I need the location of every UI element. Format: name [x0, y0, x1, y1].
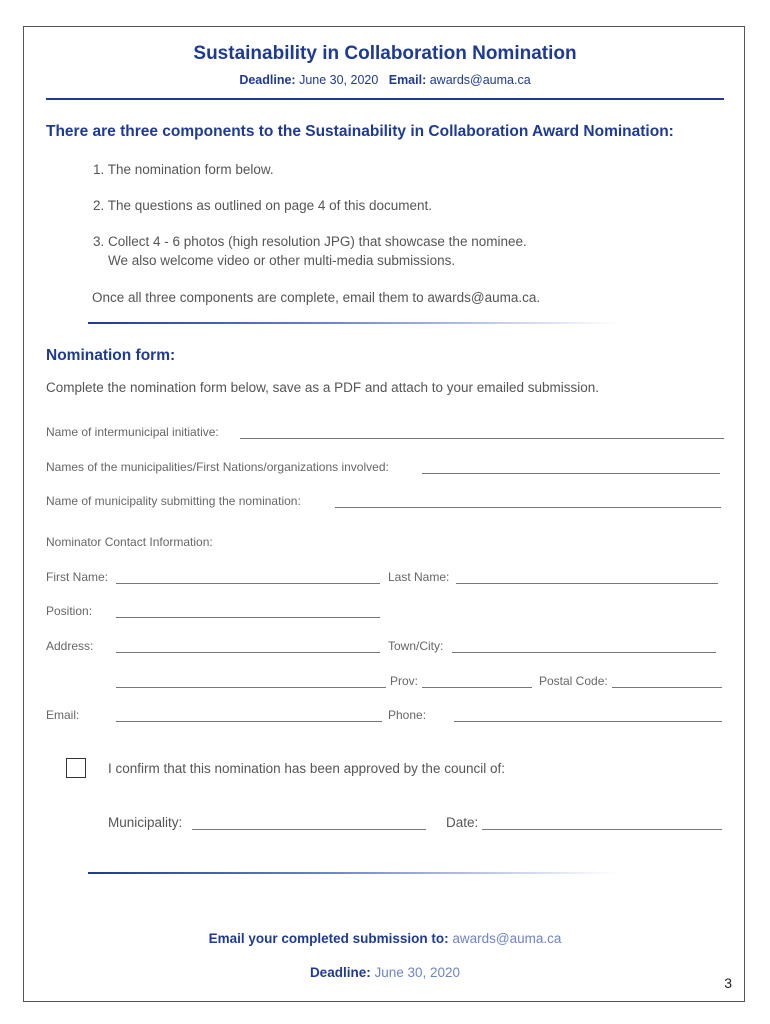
components-heading: There are three components to the Sustainability in Collaboration Award Nomination: [46, 123, 674, 140]
deadline-label: Deadline: [239, 73, 296, 87]
form-instructions: Complete the nomination form below, save as a PDF and attach to your emailed submission. [46, 380, 600, 395]
email-field-label: Email: [46, 708, 80, 722]
first-name-label: First Name: [46, 570, 109, 584]
header-subline [24, 73, 746, 87]
phone-field[interactable] [454, 721, 722, 722]
municipality-field[interactable] [192, 829, 426, 830]
town-label: Town/City: [388, 639, 444, 653]
initiative-label: Name of intermunicipal initiative: [46, 425, 219, 439]
page-number: 3 [724, 975, 732, 991]
email-field[interactable] [116, 721, 382, 722]
municipality-label: Municipality: [108, 815, 183, 830]
submitting-label: Name of municipality submitting the nomination: [46, 494, 301, 508]
footer-deadline [24, 965, 746, 980]
footer-divider [88, 872, 618, 874]
postal-field[interactable] [612, 687, 722, 688]
involved-field[interactable] [422, 473, 720, 474]
prov-field[interactable] [422, 687, 532, 688]
page-title: Sustainability in Collaboration Nomination [193, 43, 577, 64]
footer-deadline-label: Deadline: [309, 965, 371, 980]
address-field[interactable] [116, 652, 380, 653]
header-divider [46, 98, 724, 100]
address-label: Address: [46, 639, 94, 653]
components-closing: Once all three components are complete, email them to awards@auma.ca. [92, 290, 541, 305]
involved-label: Names of the municipalities/First Nations/organizations involved: [46, 460, 389, 474]
deadline-value: June 30, 2020 [299, 73, 379, 87]
email-value[interactable]: awards@auma.ca [429, 73, 531, 87]
date-field[interactable] [482, 829, 722, 830]
date-label: Date: [446, 815, 479, 830]
position-label: Position: [46, 604, 93, 618]
submitting-field[interactable] [335, 507, 721, 508]
component-item-2: 2. The questions as outlined on page 4 of this document. [93, 198, 432, 213]
email-label: Email: [388, 73, 427, 87]
council-approval-checkbox[interactable] [66, 758, 86, 778]
contact-heading: Nominator Contact Information: [46, 535, 213, 549]
document-page [23, 26, 745, 1002]
town-field[interactable] [452, 652, 716, 653]
last-name-label: Last Name: [388, 570, 450, 584]
component-item-3: 3. Collect 4 - 6 photos (high resolution JPG) that showcase the nominee. [93, 234, 527, 249]
last-name-field[interactable] [456, 583, 718, 584]
postal-label: Postal Code: [539, 674, 608, 688]
component-item-3-line2: We also welcome video or other multi-media submissions. [108, 253, 456, 268]
initiative-field[interactable] [240, 438, 724, 439]
address-line2-field[interactable] [116, 687, 386, 688]
confirm-text: I confirm that this nomination has been approved by the council of: [108, 761, 505, 776]
position-field[interactable] [116, 617, 380, 618]
submit-email[interactable]: awards@auma.ca [452, 931, 562, 946]
submit-label: Email your completed submission to: [208, 931, 449, 946]
phone-label: Phone: [388, 708, 427, 722]
component-item-1: 1. The nomination form below. [93, 162, 274, 177]
prov-label: Prov: [390, 674, 419, 688]
first-name-field[interactable] [116, 583, 380, 584]
form-heading: Nomination form: [46, 347, 176, 364]
footer-deadline-value: June 30, 2020 [374, 965, 461, 980]
submit-line [24, 931, 746, 946]
section-divider [88, 322, 618, 324]
